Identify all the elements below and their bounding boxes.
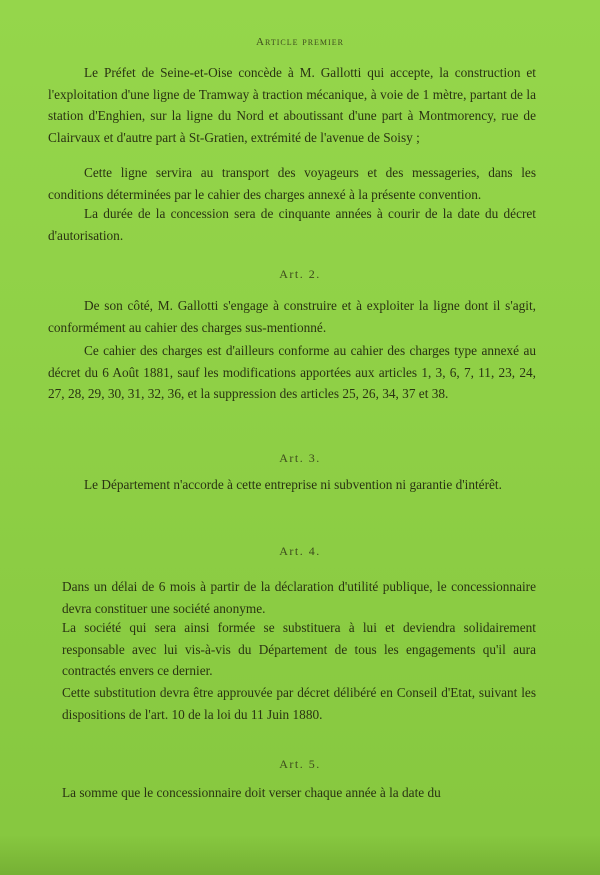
article-premier-heading: Article premier (256, 36, 344, 48)
article1-paragraph-2: Cette ligne servira au transport des voyageurs et des messageries, dans les conditions déterminées par le cahier des charges annexé à la présente convention. (48, 165, 536, 202)
article2-heading: Art. 2. (279, 267, 321, 281)
article1-paragraph-1: Le Préfet de Seine-et-Oise concède à M. Gallotti qui accepte, la construction et l'exploitation d'une ligne de Tramway à traction mécanique, à voie de 1 mètre, partant de la station d'Enghien, sur la ligne du Nord et aboutissant d'une part à Montmorency, rue de Clairvaux et d'autre part à St-Gratien, extrémité de l'avenue de Soisy ; (48, 65, 536, 145)
article4-paragraph-3: Cette substitution devra être approuvée par décret délibéré en Conseil d'Etat, suivant les dispositions de l'art. 10 de la loi du 11 Juin 1880. (62, 685, 536, 722)
article3-heading: Art. 3. (279, 451, 321, 465)
article3-paragraph-1: Le Département n'accorde à cette entreprise ni subvention ni garantie d'intérêt. (84, 477, 502, 492)
article2-paragraph-2: Ce cahier des charges est d'ailleurs conforme au cahier des charges type annexé au décret du 6 Août 1881, sauf les modifications apportées aux articles 1, 3, 6, 7, 11, 23, 24, 27, 28, 29, 30, 31, 32, 36, et la suppression des articles 25, 26, 34, 37 et 38. (48, 343, 536, 401)
page-shadow (0, 835, 600, 875)
article1-paragraph-3: La durée de la concession sera de cinquante années à courir de la date du décret d'autorisation. (48, 206, 536, 243)
article4-paragraph-1: Dans un délai de 6 mois à partir de la déclaration d'utilité publique, le concessionnaire devra constituer une société anonyme. (62, 579, 536, 616)
article2-paragraph-1: De son côté, M. Gallotti s'engage à construire et à exploiter la ligne dont il s'agit, conformément au cahier des charges sus-mentionné. (48, 298, 536, 335)
article4-paragraph-2: La société qui sera ainsi formée se substituera à lui et deviendra solidairement responsable avec lui vis-à-vis du Département de tous les engagements qu'il aura contractés envers ce dernier. (62, 620, 536, 678)
article5-heading: Art. 5. (279, 757, 321, 771)
article5-paragraph-1: La somme que le concessionnaire doit verser chaque année à la date du (62, 785, 441, 800)
article4-heading: Art. 4. (279, 544, 321, 558)
